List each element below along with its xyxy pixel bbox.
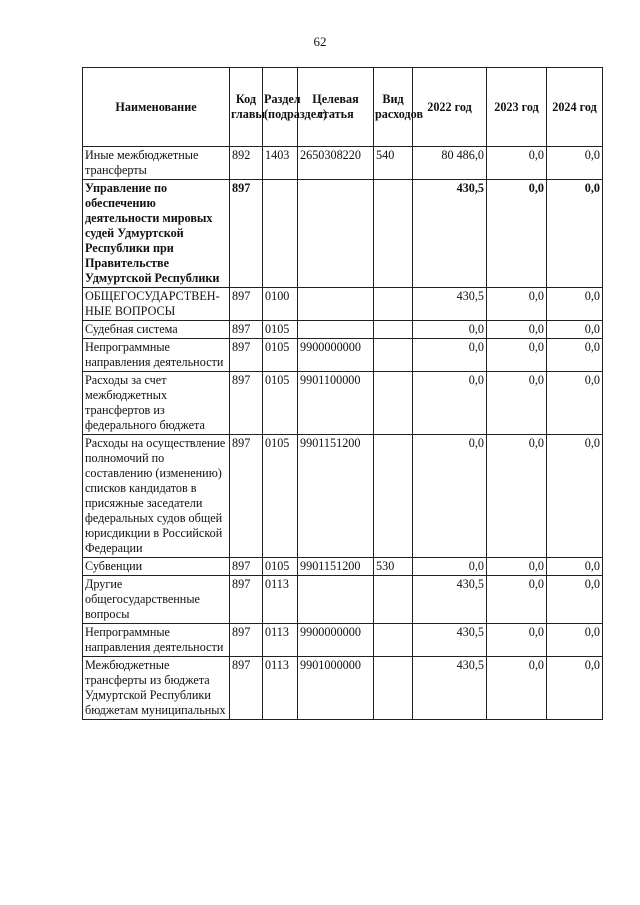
cell-name: ОБЩЕГОСУДАРСТВЕН-НЫЕ ВОПРОСЫ — [83, 288, 230, 321]
cell-kind — [374, 339, 413, 372]
cell-y2024: 0,0 — [547, 321, 603, 339]
cell-y2022: 80 486,0 — [413, 147, 487, 180]
cell-y2023: 0,0 — [487, 576, 547, 624]
header-2022: 2022 год — [413, 68, 487, 147]
cell-kind: 540 — [374, 147, 413, 180]
header-code: Код главы — [230, 68, 263, 147]
cell-section: 0113 — [263, 657, 298, 720]
cell-kind — [374, 576, 413, 624]
cell-name: Расходы за счет межбюджетных трансфертов из федерального бюджета — [83, 372, 230, 435]
table-row — [83, 435, 603, 558]
cell-y2023: 0,0 — [487, 321, 547, 339]
cell-code: 897 — [230, 435, 263, 558]
table-row — [83, 558, 603, 576]
cell-y2023: 0,0 — [487, 624, 547, 657]
table-row — [83, 657, 603, 720]
cell-section: 0105 — [263, 435, 298, 558]
cell-kind — [374, 435, 413, 558]
cell-y2022: 0,0 — [413, 558, 487, 576]
cell-section: 0105 — [263, 372, 298, 435]
cell-code: 897 — [230, 180, 263, 288]
cell-kind — [374, 372, 413, 435]
cell-name: Расходы на осуществление полномочий по составлению (изменению) списков кандидатов в присяжные заседатели федеральных судов общей юрисдикции в Российской Федерации — [83, 435, 230, 558]
cell-target: 2650308220 — [298, 147, 374, 180]
cell-target: 9901151200 — [298, 435, 374, 558]
cell-y2022: 0,0 — [413, 435, 487, 558]
cell-y2022: 430,5 — [413, 624, 487, 657]
cell-y2023: 0,0 — [487, 435, 547, 558]
table-row — [83, 372, 603, 435]
cell-target: 9901000000 — [298, 657, 374, 720]
cell-code: 897 — [230, 321, 263, 339]
cell-code: 897 — [230, 558, 263, 576]
cell-section: 0100 — [263, 288, 298, 321]
cell-kind — [374, 624, 413, 657]
cell-target: 9900000000 — [298, 624, 374, 657]
table-row — [83, 576, 603, 624]
table-row — [83, 624, 603, 657]
cell-y2024: 0,0 — [547, 558, 603, 576]
cell-section: 1403 — [263, 147, 298, 180]
cell-code: 897 — [230, 624, 263, 657]
cell-code: 892 — [230, 147, 263, 180]
cell-y2022: 430,5 — [413, 576, 487, 624]
cell-name: Другие общегосударственные вопросы — [83, 576, 230, 624]
cell-name: Иные межбюджетные трансферты — [83, 147, 230, 180]
header-2024: 2024 год — [547, 68, 603, 147]
cell-y2023: 0,0 — [487, 147, 547, 180]
cell-target — [298, 180, 374, 288]
cell-y2024: 0,0 — [547, 147, 603, 180]
header-2023: 2023 год — [487, 68, 547, 147]
table-header-row — [83, 68, 603, 147]
cell-y2023: 0,0 — [487, 339, 547, 372]
budget-table — [82, 67, 603, 720]
cell-target: 9901151200 — [298, 558, 374, 576]
cell-y2022: 0,0 — [413, 321, 487, 339]
cell-name: Межбюджетные трансферты из бюджета Удмуртской Республики бюджетам муниципальных — [83, 657, 230, 720]
table-row — [83, 180, 603, 288]
cell-code: 897 — [230, 657, 263, 720]
cell-kind — [374, 321, 413, 339]
cell-kind: 530 — [374, 558, 413, 576]
cell-target: 9900000000 — [298, 339, 374, 372]
cell-y2024: 0,0 — [547, 288, 603, 321]
header-kind: Вид расходов — [374, 68, 413, 147]
cell-y2022: 0,0 — [413, 339, 487, 372]
cell-code: 897 — [230, 288, 263, 321]
cell-y2024: 0,0 — [547, 435, 603, 558]
cell-kind — [374, 288, 413, 321]
cell-section: 0105 — [263, 558, 298, 576]
cell-y2023: 0,0 — [487, 558, 547, 576]
table-row — [83, 147, 603, 180]
table-row — [83, 288, 603, 321]
cell-code: 897 — [230, 339, 263, 372]
cell-target: 9901100000 — [298, 372, 374, 435]
cell-name: Судебная система — [83, 321, 230, 339]
header-target: Целевая статья — [298, 68, 374, 147]
cell-y2024: 0,0 — [547, 624, 603, 657]
cell-y2022: 430,5 — [413, 657, 487, 720]
cell-y2023: 0,0 — [487, 180, 547, 288]
cell-y2024: 0,0 — [547, 372, 603, 435]
cell-kind — [374, 180, 413, 288]
cell-section: 0113 — [263, 576, 298, 624]
cell-section: 0105 — [263, 321, 298, 339]
cell-y2023: 0,0 — [487, 657, 547, 720]
cell-section — [263, 180, 298, 288]
cell-y2024: 0,0 — [547, 180, 603, 288]
cell-kind — [374, 657, 413, 720]
cell-name: Непрограммные направления деятельности — [83, 339, 230, 372]
cell-y2024: 0,0 — [547, 576, 603, 624]
cell-target — [298, 288, 374, 321]
cell-target — [298, 576, 374, 624]
cell-code: 897 — [230, 576, 263, 624]
cell-y2024: 0,0 — [547, 657, 603, 720]
cell-section: 0113 — [263, 624, 298, 657]
cell-section: 0105 — [263, 339, 298, 372]
cell-target — [298, 321, 374, 339]
cell-y2023: 0,0 — [487, 288, 547, 321]
cell-y2022: 0,0 — [413, 372, 487, 435]
header-section: Раздел (подраздел) — [263, 68, 298, 147]
cell-y2022: 430,5 — [413, 288, 487, 321]
cell-name: Субвенции — [83, 558, 230, 576]
cell-y2022: 430,5 — [413, 180, 487, 288]
cell-name: Управление по обеспечению деятельности мировых судей Удмуртской Республики при Правительстве Удмуртской Республики — [83, 180, 230, 288]
page-number: 62 — [313, 34, 327, 49]
cell-y2023: 0,0 — [487, 372, 547, 435]
header-name: Наименование — [83, 68, 230, 147]
cell-code: 897 — [230, 372, 263, 435]
cell-name: Непрограммные направления деятельности — [83, 624, 230, 657]
table-row — [83, 321, 603, 339]
cell-y2024: 0,0 — [547, 339, 603, 372]
table-row — [83, 339, 603, 372]
